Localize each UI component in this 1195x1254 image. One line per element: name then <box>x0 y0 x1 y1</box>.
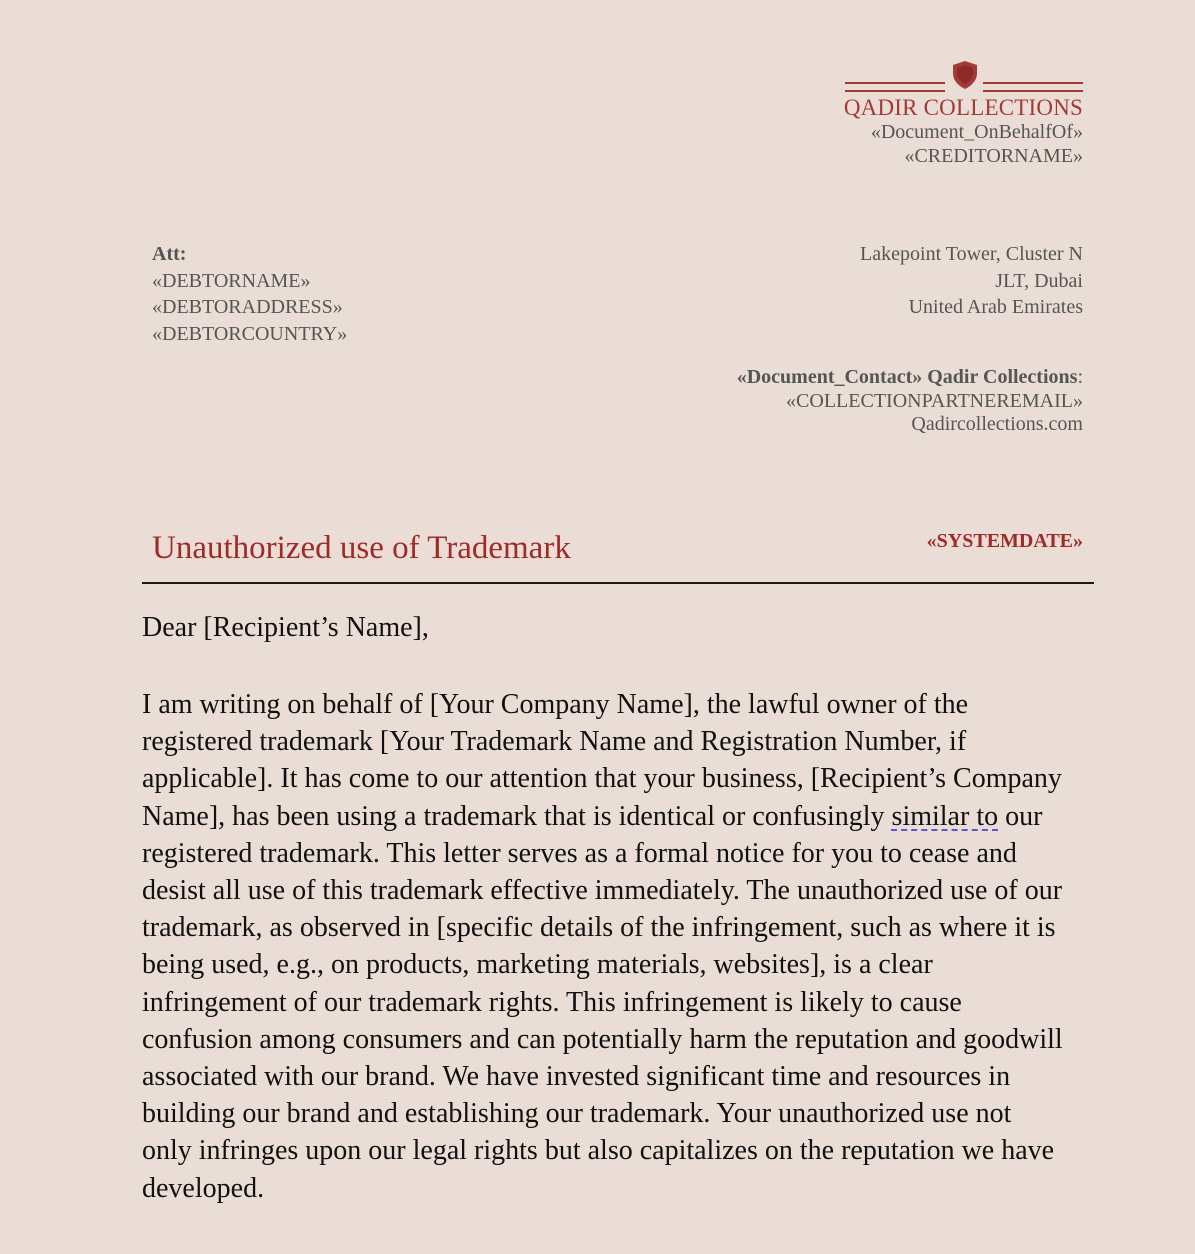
logo-rule-left <box>845 82 945 92</box>
att-label: Att: <box>152 243 187 265</box>
on-behalf-of: «Document_OnBehalfOf» <box>870 121 1083 143</box>
logo <box>823 60 1083 96</box>
contact-website: Qadircollections.com <box>911 413 1083 435</box>
divider <box>142 582 1094 584</box>
debtor-country: «DEBTORCOUNTRY» <box>152 322 348 345</box>
logo-rule-right <box>983 82 1083 92</box>
debtor-name: «DEBTORNAME» <box>152 269 311 292</box>
contact-name: «Document_Contact» Qadir Collections <box>736 366 1078 388</box>
shield-icon <box>951 60 979 90</box>
letter-body <box>142 686 1067 1207</box>
letterhead <box>823 60 1083 168</box>
body-text-start: I am writing on behalf of [Your Company Name], the lawful owner of the registered trademark [Your Trademark Name and Registration Number, if applicable]. It has come to our attention that your business, [Recipient’s Company Name], has been using a trademark that is identical or confusingly <box>142 689 1062 832</box>
contact-email: «COLLECTIONPARTNEREMAIL» <box>786 389 1083 412</box>
grammar-flagged-text[interactable]: similar to <box>891 800 999 832</box>
body-text-rest: our registered trademark. This letter serves as a formal notice for you to cease and desist all use of this trademark effective immediately. The unauthorized use of our trademark, as observed in [specific details of the infringement, such as where it is being used, e.g., on products, marketing materials, websites], is a clear infringement of our trademark rights. This infringement is likely to cause confusion among consumers and can potentially harm the reputation and goodwill associated with our brand. We have invested significant time and resources in building our brand and establishing our trademark. Your unauthorized use not only infringes upon our legal rights but also capitalizes on the reputation we have developed. <box>142 800 1063 1204</box>
salutation: Dear [Recipient’s Name], <box>142 612 429 643</box>
address-line-2: JLT, Dubai <box>995 269 1083 292</box>
brand-name: QADIR COLLECTIONS <box>843 95 1083 120</box>
system-date: «SYSTEMDATE» <box>926 530 1083 552</box>
creditor-name: «CREDITORNAME» <box>904 145 1083 167</box>
body-paragraph <box>142 686 1067 1207</box>
contact-colon: : <box>1077 366 1083 388</box>
letter-subject: Unauthorized use of Trademark <box>152 530 571 566</box>
sender-address <box>860 241 1083 321</box>
address-line-3: United Arab Emirates <box>908 296 1083 318</box>
contact-block <box>723 366 1083 437</box>
address-line-1: Lakepoint Tower, Cluster N <box>860 243 1083 265</box>
recipient-block <box>152 241 347 347</box>
debtor-address: «DEBTORADDRESS» <box>152 296 343 318</box>
